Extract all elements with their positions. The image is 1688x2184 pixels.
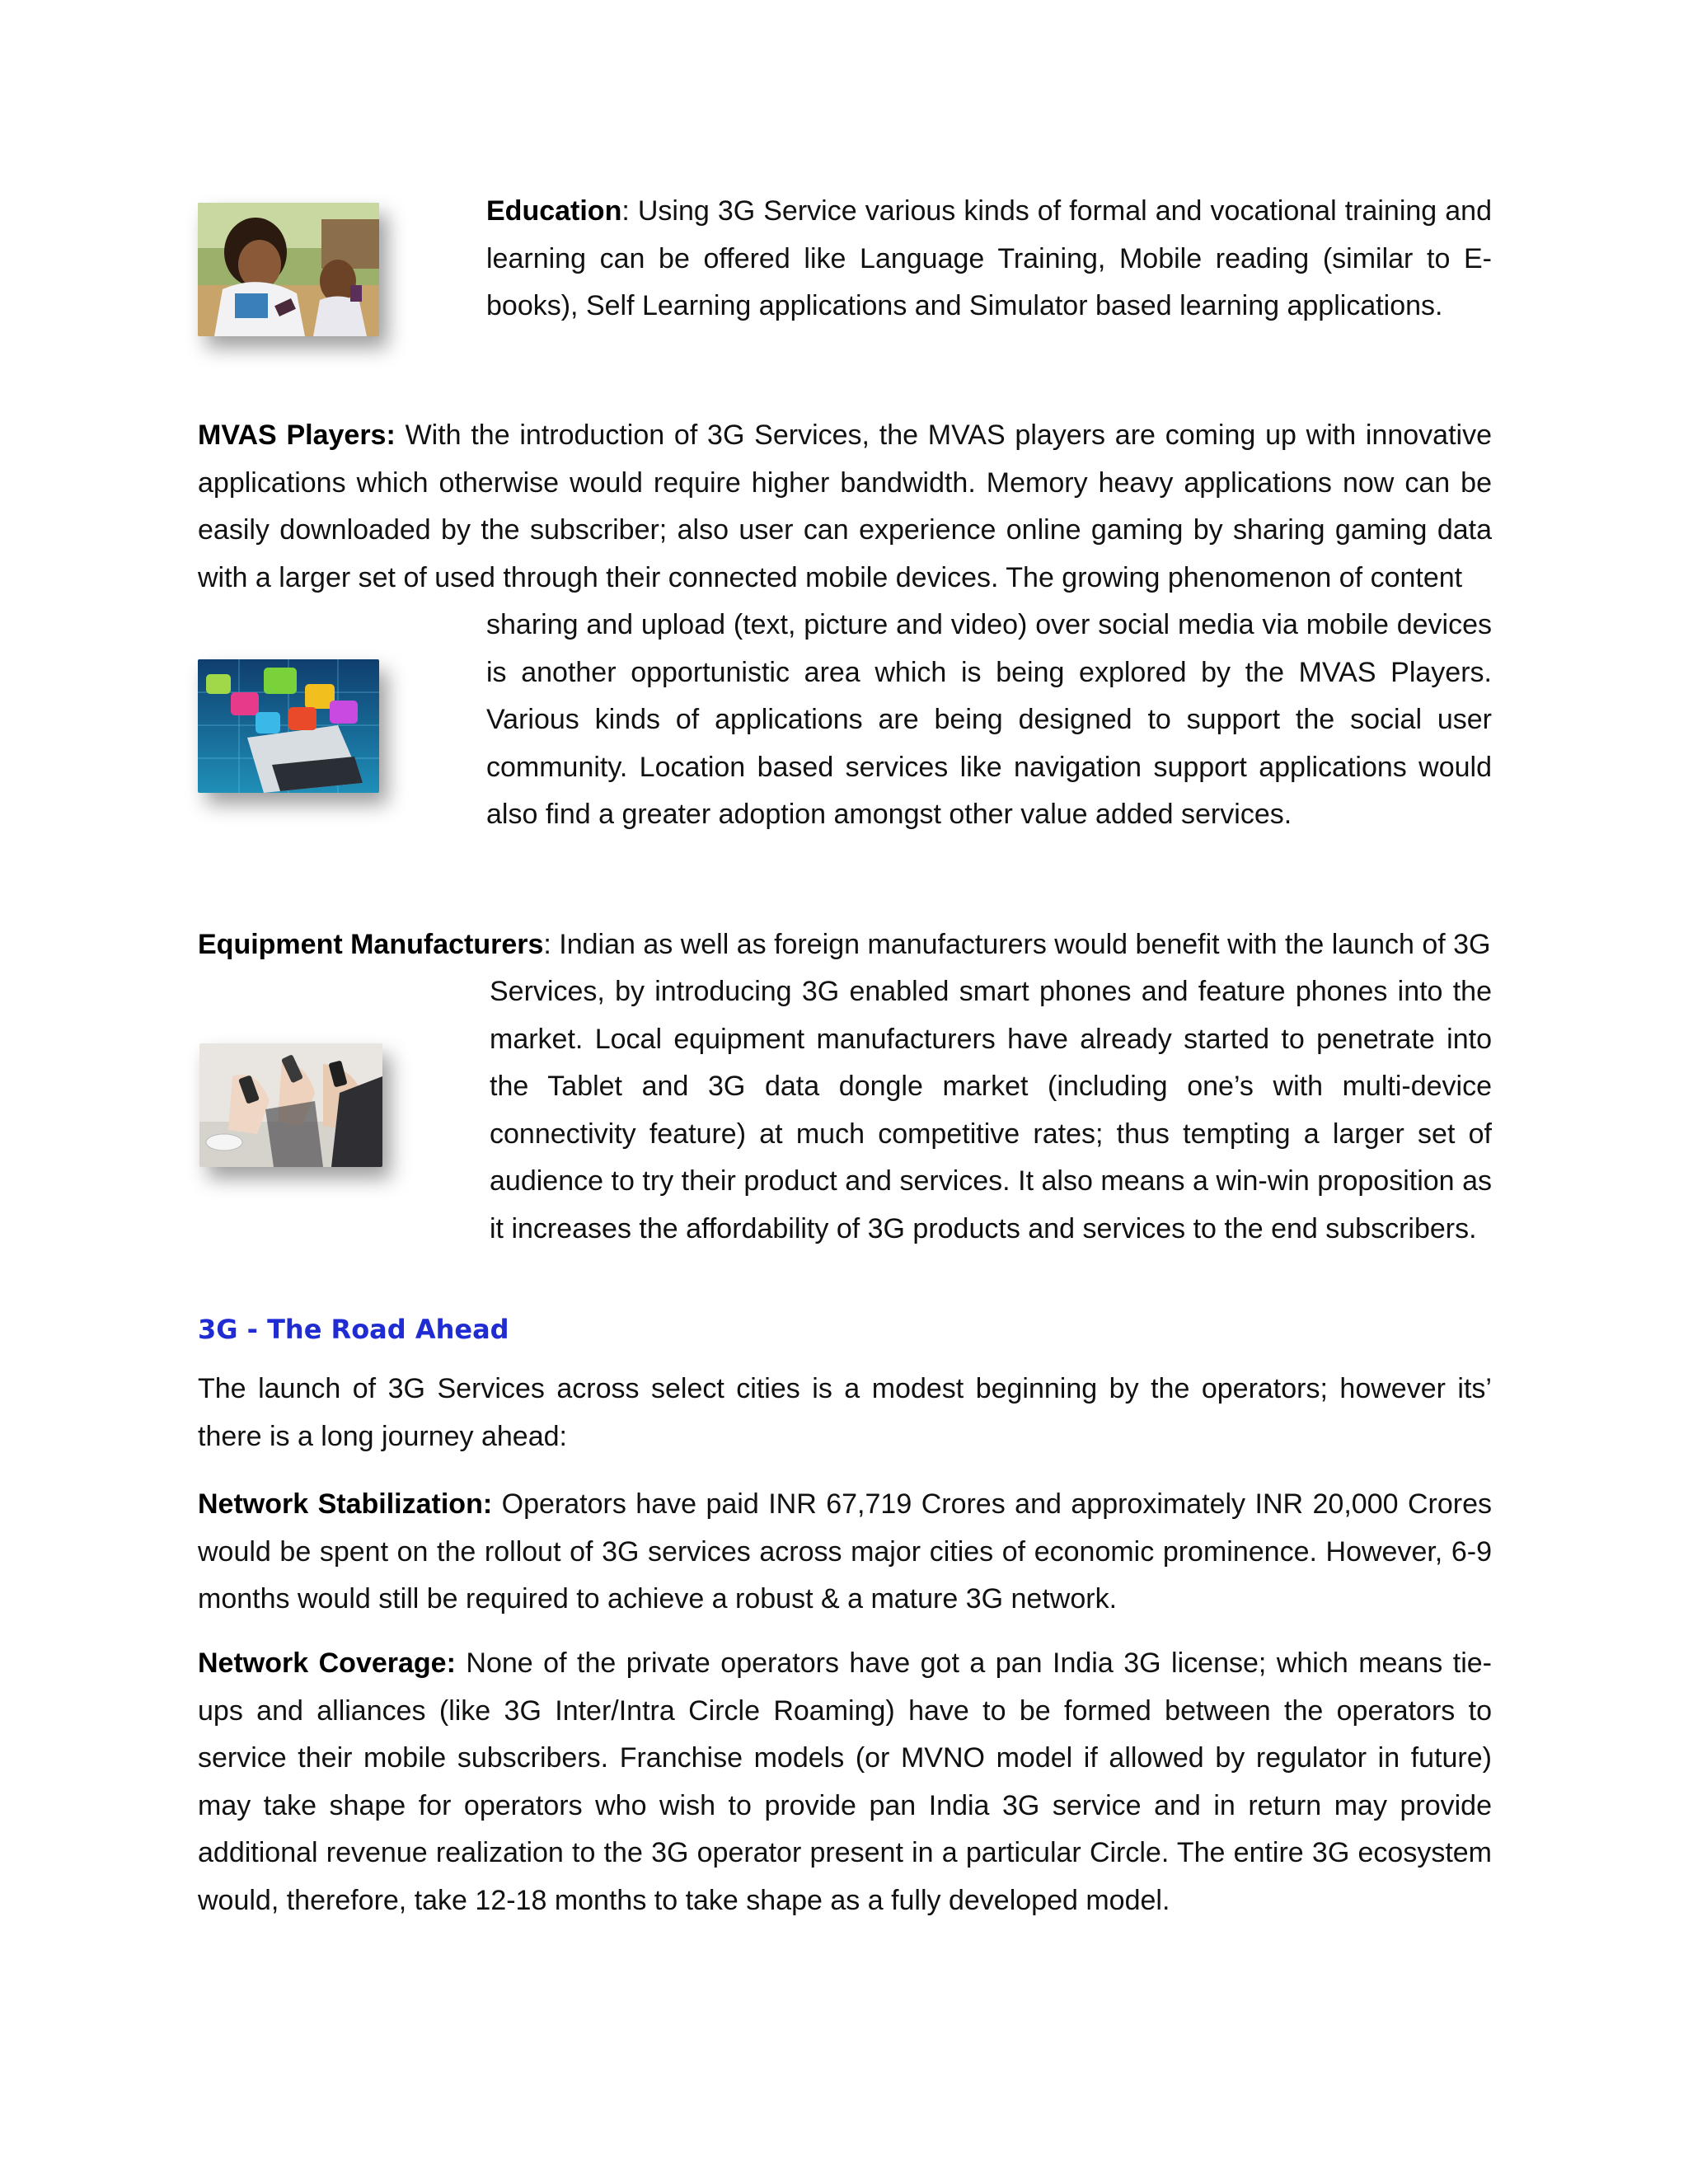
equipment-paragraph-intro (198, 921, 1492, 969)
network-coverage-title: Network Coverage: (198, 1647, 456, 1679)
education-paragraph (486, 188, 1492, 330)
equipment-text-1: : Indian as well as foreign manufacturers would benefit with the launch of 3G (543, 929, 1491, 960)
road-ahead-heading: 3G - The Road Ahead (198, 1314, 509, 1345)
equipment-paragraph-continued (490, 968, 1492, 1253)
education-photo (198, 203, 379, 336)
equipment-phones-photo (199, 1043, 382, 1167)
network-stabilization-paragraph (198, 1481, 1492, 1624)
mvas-paragraph-continued (486, 602, 1492, 839)
network-coverage-paragraph (198, 1640, 1492, 1924)
mvas-paragraph-intro (198, 412, 1492, 602)
mvas-text-1: With the introduction of 3G Services, the MVAS players are coming up with innovative applications which otherwise would require higher bandwidth. Memory heavy applications now can be easily downloaded by the subscriber; also user can experience online gaming by sharing gaming data with a larger set of used through their connected mobile devices. The growing phenomenon of content (198, 419, 1492, 593)
network-stabilization-title: Network Stabilization: (198, 1488, 493, 1520)
mvas-title: MVAS Players: (198, 419, 396, 451)
education-text: : Using 3G Service various kinds of formal and vocational training and learning can be offered like Language Training, Mobile reading (similar to E-books), Self Learning applications and Simulator based learning applications. (486, 195, 1492, 321)
mvas-apps-photo (198, 659, 379, 793)
road-ahead-intro: The launch of 3G Services across select cities is a modest beginning by the operators; however its’ there is a long journey ahead: (198, 1373, 1492, 1452)
mvas-text-2: sharing and upload (text, picture and video) over social media via mobile devices is another opportunistic area which is being explored by the MVAS Players. Various kinds of applications are being designed to support the social user community. Location based services like navigation support applications would also find a greater adoption amongst other value added services. (486, 609, 1492, 830)
network-coverage-text: None of the private operators have got a pan India 3G license; which means tie-ups and alliances (like 3G Inter/Intra Circle Roaming) have to be formed between the operators to service their mobile subscribers. Franchise models (or MVNO model if allowed by regulator in future) may take shape for operators who wish to provide pan India 3G service and in return may provide additional revenue realization to the 3G operator present in a particular Circle. The entire 3G ecosystem would, therefore, take 12-18 months to take shape as a fully developed model. (198, 1647, 1493, 1916)
equipment-title: Equipment Manufacturers (198, 929, 544, 960)
education-title: Education (486, 195, 622, 227)
equipment-text-2: Services, by introducing 3G enabled smart phones and feature phones into the market. Local equipment manufacturers have already started to penetrate into the Tablet and 3G data dongle market (including one’s with multi-device connectivity feature) at much competitive rates; thus tempting a larger set of audience to try their product and services. It also means a win-win proposition as it increases the affordability of 3G products and services to the end subscribers. (490, 976, 1492, 1244)
network-stabilization-text: Operators have paid INR 67,719 Crores and approximately INR 20,000 Crores would be spent on the rollout of 3G services across major cities of economic prominence. However, 6-9 months would still be required to achieve a robust & a mature 3G network. (198, 1488, 1492, 1615)
